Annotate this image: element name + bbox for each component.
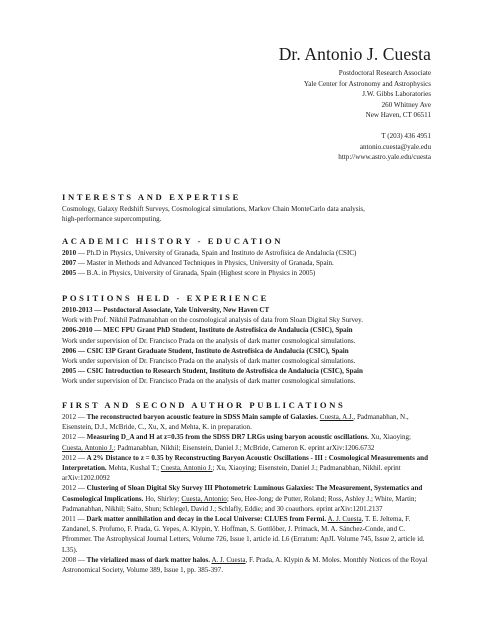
education-year: 2010 bbox=[62, 249, 77, 257]
education-text: — B.A. in Physics, University of Granada, Spain (Highest score in Physics in 2005) bbox=[76, 269, 316, 278]
education-section bbox=[62, 236, 433, 279]
section-title-positions: POSITIONS HELD - EXPERIENCE bbox=[62, 293, 270, 303]
publication-item: 2012 — Measuring D_A and H at z=0.35 from the SDSS DR7 LRGs using baryon acoustic oscillations. Xu, Xiaoying; Cuesta, Antonio J.; Padmanabhan, Nikhil; Eisenstein, Daniel J.; McBride, Cameron K. eprint arXiv:1206.6732 bbox=[62, 433, 412, 452]
position-heading: 2006-2010 — MEC FPU Grant PhD Student, Instituto de Astrofísica de Andalucía (CSIC), Spain bbox=[62, 326, 353, 335]
publication-details: , T. E. Jeltema, F. Zandanel, S. Profumo, F. Prada, G. Yepes, A. Klypin, Y. Hoffman, S. Gottlöber, J. Primack, M. A. Sánchez-Conde, and C. Pfrommer. The Astrophysical Journal Letters, Volume 726, Issue 1, article id. L6 (Erratum: ApJL Volume 745, Issue 2, article id. L35). bbox=[62, 515, 425, 554]
education-year: 2007 bbox=[62, 259, 77, 268]
position-heading: 2006 — CSIC I3P Grant Graduate Student, Instituto de Astrofísica de Andalucía (CSIC), Spain bbox=[62, 346, 349, 355]
publications-section bbox=[62, 400, 433, 575]
education-item bbox=[62, 248, 433, 258]
publication-details: ; Seo, Hee-Jong; de Putter, Roland; Ross, Ashley J.; White, Martin; Padmanabhan, Nikhil; Saito, Shun; Schlegel, David J.; Schlafly, Eddie; and 30 coauthors. eprint arXiv:1201.2137 bbox=[62, 494, 417, 513]
publication-details: ; Xu, Xiaoying; Eisenstein, Daniel J.; Padmanabhan, Nikhil. eprint arXiv:1202.0092 bbox=[62, 464, 401, 483]
publication-details: , F. Prada, A. Klypin & M. Moles. Monthly Notices of the Royal Astronomical Society, Volume 389, Issue 1, pp. 385-397. bbox=[62, 555, 428, 575]
publication-details: ; Padmanabhan, Nikhil; Eisenstein, Daniel J.; McBride, Cameron K. eprint arXiv:1206.6732 bbox=[113, 443, 375, 452]
education-year: 2005 bbox=[62, 269, 77, 278]
interests-section bbox=[62, 192, 433, 224]
publication-title: Clustering of Sloan Digital Sky Survey III Photometric Luminous Galaxies: The Measurement, Systematics and Cosmological Implications. bbox=[62, 484, 423, 503]
education-text: — Ph.D in Physics, University of Granada, Spain and Instituto de Astrofísica de Andalucía (CSIC) bbox=[76, 249, 357, 257]
publication-item: 2012 — Clustering of Sloan Digital Sky Survey III Photometric Luminous Galaxies: The Measurement, Systematics and Cosmological Implications. Ho, Shirley; Cuesta, Antonio; Seo, Hee-Jong; de Putter, Roland; Ross, Ashley J.; White, Martin; Padmanabhan, Nikhil; Saito, Shun; Schlegel, David J.; Schlafly, Eddie; and 30 coauthors. eprint arXiv:1201.2137 bbox=[62, 484, 423, 513]
building: J.W. Gibbs Laboratories bbox=[362, 90, 431, 99]
cv-header bbox=[279, 44, 431, 163]
institution: Yale Center for Astronomy and Astrophysics bbox=[303, 79, 431, 88]
publication-item: 2012 — A 2% Distance to z = 0.35 by Reconstructing Baryon Acoustic Oscillations - III : Cosmological Measurements and Interpretation. Mehta, Kushal T.; Cuesta, Antonio J.; Xu, Xiaoying; Eisenstein, Daniel J.; Padmanabhan, Nikhil. eprint arXiv:1202.0092 bbox=[62, 453, 429, 483]
job-title: Postdoctoral Research Associate bbox=[338, 69, 431, 77]
education-text: — Master in Methods and Advanced Techniques in Physics, University of Granada, Spain. bbox=[76, 259, 334, 268]
publication-details: , Padmanabhan, N., Eisenstein, D.J., McBride, C., Xu, X, and Mehta, K. in preparation. bbox=[62, 413, 409, 432]
street-address: 260 Whitney Ave bbox=[381, 100, 431, 109]
publication-author-link[interactable]: Cuesta, Antonio bbox=[181, 494, 227, 503]
publication-title: The reconstructed baryon acoustic feature in SDSS Main sample of Galaxies. bbox=[86, 413, 318, 421]
position-description: Work under supervision of Dr. Francisco Prada on the analysis of dark matter cosmological simulations. bbox=[62, 336, 356, 345]
section-title-publications: FIRST AND SECOND AUTHOR PUBLICATIONS bbox=[62, 400, 346, 410]
interests-line: Cosmology, Galaxy Redshift Surveys, Cosmological simulations, Markov Chain MonteCarlo data analysis, bbox=[62, 205, 365, 213]
position-heading: 2010-2013 — Postdoctoral Associate, Yale University, New Haven CT bbox=[62, 306, 270, 314]
position-heading: 2005 — CSIC Introduction to Research Student, Instituto de Astrofísica de Andalucía (CSIC), Spain bbox=[62, 367, 363, 376]
position-description: Work with Prof. Nikhil Padmanabhan on the cosmological analysis of data from Sloan Digital Sky Survey. bbox=[62, 316, 363, 325]
publication-title: Measuring D_A and H at z=0.35 from the SDSS DR7 LRGs using baryon acoustic oscillations. bbox=[86, 433, 369, 442]
publication-year: 2012 bbox=[62, 484, 77, 493]
publication-author-link[interactable]: A. J. Cuesta bbox=[211, 555, 246, 564]
publication-year: 2008 bbox=[62, 555, 77, 564]
publication-title: The virialized mass of dark matter halos. bbox=[86, 555, 211, 564]
phone-number: T (203) 436 4951 bbox=[381, 131, 431, 140]
section-title-education: ACADEMIC HISTORY - EDUCATION bbox=[62, 236, 284, 246]
publication-item: 2008 — The virialized mass of dark matter halos. A. J. Cuesta, F. Prada, A. Klypin & M. Moles. Monthly Notices of the Royal Astronomical Society, Volume 389, Issue 1, pp. 385-397. bbox=[62, 555, 428, 575]
publication-author-link[interactable]: Cuesta, Antonio J. bbox=[62, 443, 114, 452]
education-item bbox=[62, 268, 433, 278]
interests-line: high-performance supercomputing. bbox=[62, 215, 162, 224]
publication-item: 2011 — Dark matter annihilation and decay in the Local Universe: CLUES from Fermi. A. J. Cuesta, T. E. Jeltema, F. Zandanel, S. Profumo, F. Prada, G. Yepes, A. Klypin, Y. Hoffman, S. Gottlöber, J. Primack, M. A. Sánchez-Conde, and C. Pfrommer. The Astrophysical Journal Letters, Volume 726, Issue 1, article id. L6 (Erratum: ApJL Volume 745, Issue 2, article id. L35). bbox=[62, 515, 425, 554]
position-description: Work under supervision of Dr. Francisco Prada on the analysis of dark matter cosmological simulations. bbox=[62, 377, 356, 386]
publication-year: 2012 bbox=[62, 413, 77, 421]
position-description: Work under supervision of Dr. Francisco Prada on the analysis of dark matter cosmological simulations. bbox=[62, 357, 356, 366]
publication-year: 2011 bbox=[62, 515, 76, 524]
publication-author-link[interactable]: Cuesta, Antonio J. bbox=[160, 464, 213, 473]
email-link[interactable]: antonio.cuesta@yale.edu bbox=[359, 142, 431, 151]
section-title-interests: INTERESTS AND EXPERTISE bbox=[62, 192, 241, 202]
publication-author-link[interactable]: Cuesta, A.J. bbox=[319, 413, 354, 421]
publication-author-link[interactable]: A. J. Cuesta bbox=[327, 515, 362, 524]
education-item bbox=[62, 258, 433, 268]
city-address: New Haven, CT 06511 bbox=[365, 111, 431, 120]
positions-section bbox=[62, 293, 433, 387]
publication-title: Dark matter annihilation and decay in the Local Universe: CLUES from Fermi. bbox=[86, 515, 327, 524]
publication-year: 2012 bbox=[62, 453, 77, 462]
author-name: Dr. Antonio J. Cuesta bbox=[278, 44, 431, 64]
publication-item: 2012 — The reconstructed baryon acoustic feature in SDSS Main sample of Galaxies. Cuesta, A.J., Padmanabhan, N., Eisenstein, D.J., McBride, C., Xu, X, and Mehta, K. in preparation. bbox=[62, 413, 409, 432]
publication-title: A 2% Distance to z = 0.35 by Reconstructing Baryon Acoustic Oscillations - III : Cosmological Measurements and Interpretation. bbox=[62, 453, 429, 473]
publication-year: 2012 bbox=[62, 433, 77, 442]
website-link[interactable]: http://www.astro.yale.edu/cuesta bbox=[338, 153, 431, 162]
